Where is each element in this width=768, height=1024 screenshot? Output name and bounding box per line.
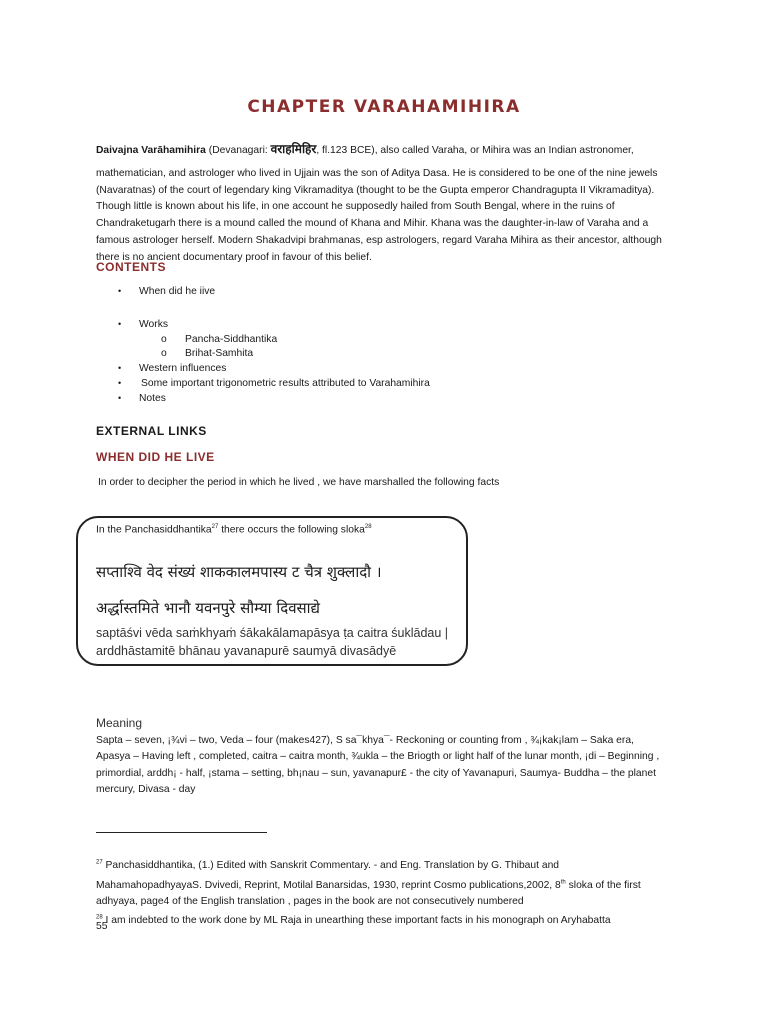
page-number: 55 [96, 921, 108, 932]
toc-item-label: Western influences [139, 363, 227, 374]
sloka-intro-mid: there occurs the following sloka [218, 524, 365, 536]
footnote-28 [96, 915, 611, 926]
toc-subitem-label: Brihat-Samhita [185, 348, 254, 359]
external-links-heading[interactable]: EXTERNAL LINKS [96, 424, 207, 438]
circle-bullet-icon: o [161, 348, 167, 359]
bullet-icon: • [118, 378, 122, 388]
footnote-text: I am indebted to the work done by ML Raja in unearthing these important facts in his monograph on Aryhabatta [102, 915, 611, 927]
footnote-ref-27[interactable]: 27 [211, 524, 219, 530]
toc-item-label: Works [139, 319, 168, 330]
meaning-paragraph: Sapta – seven, ¡¾vi – two, Veda – four (makes427), S sa¯khya¯- Reckoning or counting from , ¾¡kak¡lam – Saka era, Apasya – Having left , completed, caitra – caitra month, ¾ukla – the Briogth or light half of the lunar month, ¡di – Beginning , primordial, arddh¡ - half, ¡stama – setting, bh¡nau – sun, yavanapur£ - the city of Yavanapuri, Saumya- Buddha – the planet mercury, Divasa - day [96, 735, 660, 796]
sloka-intro-text: In the Panchasiddhantika [96, 524, 212, 536]
subject-name: Daivajna Varāhamihira [96, 145, 206, 156]
footnotes [96, 855, 666, 929]
circle-bullet-icon: o [161, 334, 167, 345]
devanagari-name: वराहमिहिर [270, 142, 317, 156]
sloka-intro [96, 524, 372, 535]
footnote-text: Panchasiddhantika, (1.) Edited with Sanskrit Commentary. - and Eng. Translation by G. Thibaut and MahamahopadhyayaS. Dvivedi, Reprint, Motilal Banarsidas, 1930, reprint Cosmo publications,2002, 8 [96, 860, 561, 891]
toc-subitem-label: Pancha-Siddhantika [185, 334, 278, 345]
footnote-ref-28[interactable]: 28 [364, 524, 372, 530]
toc-item-label: Notes [139, 393, 166, 404]
bullet-icon: • [118, 363, 122, 373]
ordinal-suffix: th [560, 879, 566, 886]
contents-heading: CONTENTS [96, 260, 166, 274]
sloka-transliteration-line-2: arddhāstamitē bhānau yavanapurē saumyā divasādyē [96, 644, 397, 658]
intro-first-line [96, 141, 666, 160]
bullet-icon: • [118, 393, 122, 403]
sloka-devanagari-line-2: अर्द्धास्तमिते भानौ यवनपुरे सौम्या दिवसाद्ये [96, 599, 321, 617]
when-did-he-live-heading: WHEN DID HE LIVE [96, 450, 215, 464]
sloka-transliteration-line-1: saptāśvi vēda saṁkhyaṁ śākakālamapāsya ṭa caitra śuklādau | [96, 626, 449, 640]
chapter-title: CHAPTER VARAHAMIHIRA [247, 97, 521, 118]
sloka-devanagari-line-1: सप्ताश्वि वेद संख्यं शाककालमपास्य ट चैत्र शुक्लादौ । [96, 563, 382, 581]
intro-line1-rest: , fl.123 BCE), also called Varaha, or Mihira was an Indian astronomer, [316, 145, 634, 156]
meaning-heading: Meaning [96, 716, 143, 730]
bullet-icon: • [118, 319, 122, 329]
footnote-divider [96, 832, 267, 833]
intro-devanagari-prefix: (Devanagari: [205, 145, 271, 156]
footnote-number: 28 [96, 914, 103, 921]
bullet-icon: • [118, 286, 122, 296]
when-paragraph: In order to decipher the period in which he lived , we have marshalled the following facts [98, 477, 500, 488]
footnote-27 [96, 860, 641, 906]
intro-paragraph [96, 141, 666, 267]
footnote-text-tail: sloka of the first adhyaya, page4 of the English translation , pages in the book are not consecutively numbered [96, 879, 641, 907]
footnote-number: 27 [96, 860, 103, 866]
toc-item-label: Some important trigonometric results attributed to Varahamihira [141, 378, 430, 389]
intro-body: mathematician, and astrologer who lived in Ujjain was the son of Aditya Dasa. He is considered to be one of the nine jewels (Navaratnas) of the court of legendary king Vikramaditya (thought to be the Gupta emperor Chandragupta II Vikramaditya). Though little is known about his life, in one account he supposedly hailed from South Bengal, where in the ruins of Chandraketugarh there is a mound called the mound of Khana and Mihir. Khana was the daughter-in-law of Varaha and a famous astrologer herself. Modern Shakadvipi brahmanas, esp astrologers, regard Varaha Mihira as their ancestor, although there is no ancient documentary proof in favour of this belief. [96, 167, 662, 263]
toc-item-label: When did he iive [139, 286, 216, 297]
